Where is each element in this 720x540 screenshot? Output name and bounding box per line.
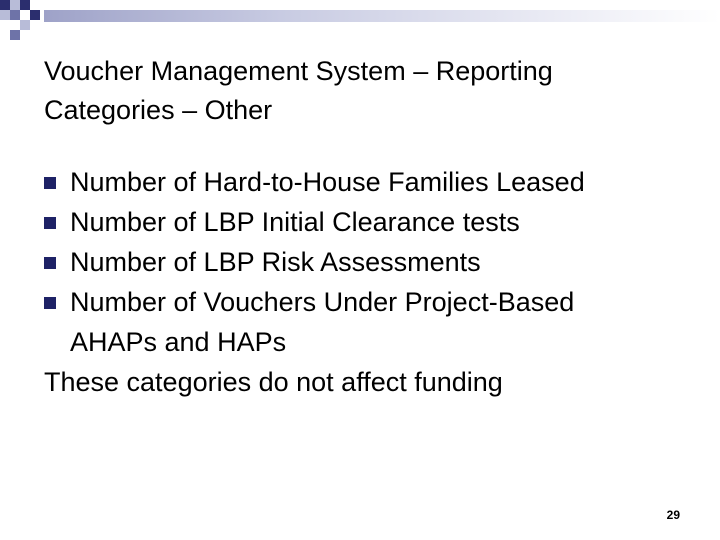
bullet-text: Number of LBP Risk Assessments xyxy=(70,247,481,277)
slide-title xyxy=(44,52,684,130)
bullet-item xyxy=(44,282,704,362)
square-bullet-icon xyxy=(44,297,56,309)
slide-title-line-1: Voucher Management System – Reporting xyxy=(44,56,553,86)
decor-square xyxy=(0,0,10,10)
footer-note: These categories do not affect funding xyxy=(44,367,503,397)
header-gradient-bar xyxy=(44,10,720,22)
slide-title-line-2: Categories – Other xyxy=(44,95,273,125)
square-bullet-icon xyxy=(44,177,56,189)
decor-square xyxy=(10,0,20,10)
bullet-item xyxy=(44,242,704,282)
decor-square xyxy=(20,20,30,30)
header-decoration xyxy=(0,0,720,40)
bullet-text: Number of Hard-to-House Families Leased xyxy=(70,167,585,197)
bullet-item xyxy=(44,162,704,202)
decor-square xyxy=(20,0,30,10)
decor-square xyxy=(10,30,20,40)
decor-square xyxy=(10,10,20,20)
square-bullet-icon xyxy=(44,257,56,269)
square-bullet-icon xyxy=(44,217,56,229)
decor-square xyxy=(30,10,40,20)
bullet-text: Number of Vouchers Under Project-Based xyxy=(70,287,575,317)
page-number: 29 xyxy=(666,508,680,522)
bullet-text-continuation: AHAPs and HAPs xyxy=(70,327,287,357)
bullet-item xyxy=(44,202,704,242)
decor-square xyxy=(0,10,10,20)
bullet-text: Number of LBP Initial Clearance tests xyxy=(70,207,520,237)
slide-body xyxy=(44,162,704,402)
